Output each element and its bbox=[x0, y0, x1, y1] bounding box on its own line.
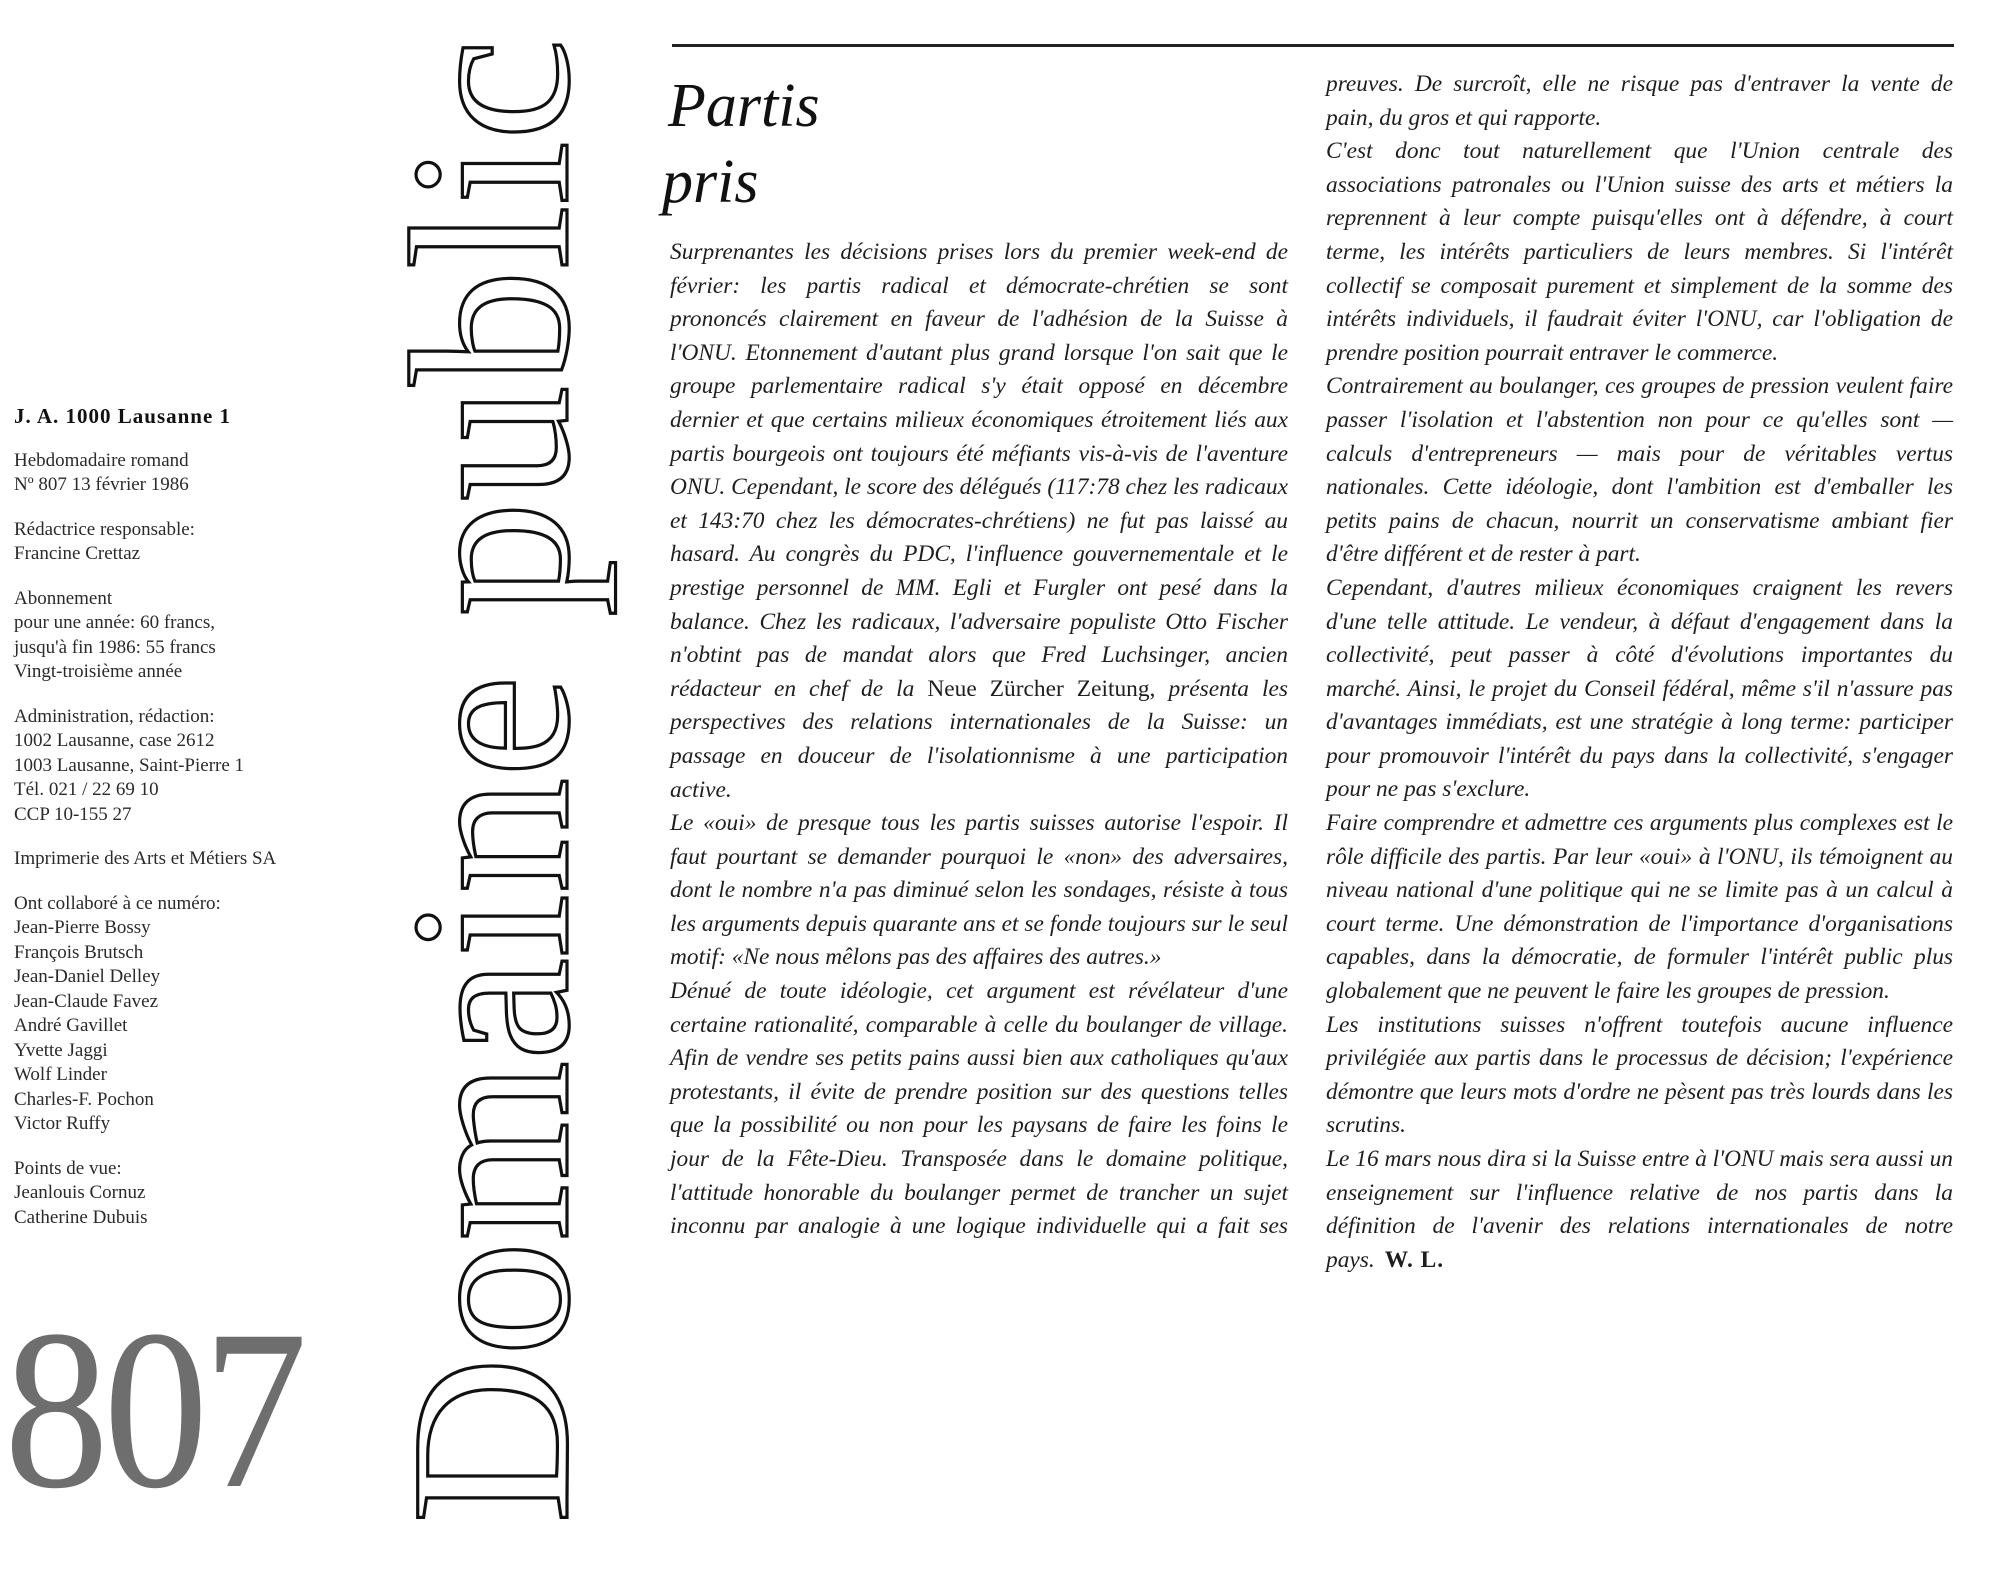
paragraph-text: Le 16 mars nous dira si la Suisse entre à l'ONU mais sera aussi un enseignement sur l'influence relative de nos partis dans la définition de l'avenir des relations internationales de notre pays. bbox=[1326, 1146, 1953, 1273]
contributor-name: Wolf Linder bbox=[14, 1064, 107, 1085]
imprint-line: Nº 807 13 février 1986 bbox=[14, 474, 189, 495]
paragraph: Le «oui» de presque tous les partis suisses autorise l'espoir. Il faut pourtant se demander pourquoi le «non» des adversaires, dont le nombre n'a pas diminué selon les sondages, résiste à tous les arguments depuis quarante ans et se fonde toujours sur le seul motif: «Ne nous mêlons pas des affaires des autres.» bbox=[670, 810, 1288, 971]
contributor-name: Charles-F. Pochon bbox=[14, 1088, 154, 1110]
contributor-name: Victor Ruffy bbox=[14, 1113, 111, 1134]
paragraph: Contrairement au boulanger, ces groupes de pression veulent faire passer l'isolation et l'abstention non pour ce qu'elles sont — calculs d'entrepreneurs — mais pour de véritables vertus nationales. Cette idéologie, dont l'ambition est d'emballer les petits pains de chacun, nourrit un conservatisme ambiant fier d'être différent et de rester à part. bbox=[1326, 373, 1953, 568]
paragraph: C'est donc tout naturellement que l'Union centrale des associations patronales ou l'Union suisse des arts et métiers la reprennent à leur compte puisqu'elles ont à défendre, à court terme, les intérêts particuliers de leurs membres. Si l'intérêt collectif se composait purement et simplement de la somme des intérêts individuels, il faudrait éviter l'ONU, car l'obligation de prendre position pourrait entraver le commerce. bbox=[1326, 138, 1953, 366]
imprint-sidebar bbox=[14, 404, 334, 1250]
paragraph bbox=[670, 236, 1288, 807]
imprint-block-editor bbox=[14, 518, 334, 567]
article-column-1 bbox=[670, 236, 1288, 1277]
imprint-line: Abonnement bbox=[14, 587, 113, 609]
imprint-block-publication bbox=[14, 449, 334, 498]
contributor-name: Yvette Jaggi bbox=[14, 1039, 108, 1061]
article-title bbox=[662, 68, 820, 220]
imprint-line: Administration, rédaction: bbox=[14, 705, 215, 727]
article-title-line: pris bbox=[662, 148, 759, 216]
postal-mark: J. A. 1000 Lausanne 1 bbox=[14, 404, 232, 428]
article-column-2 bbox=[1326, 68, 1953, 1277]
imprint-block-subscription bbox=[14, 587, 334, 685]
imprint-block-contributors bbox=[14, 892, 334, 1137]
paragraph: Dénué de toute idéologie, cet argument est révélateur d'une certaine rationalité, comparable à celle du boulanger de village. Afin de vendre ses petits pains aussi bien aux catholiques qu'aux protestants, il évite de prendre position sur des questions telles que la possibilité ou non pour les paysans de faire les foins le jour de la Fête-Dieu. Transposée dans le domaine politique, l'attitude honorable du boulanger permet de trancher un sujet inconnu par analogie à une logique individuelle qui a fait ses bbox=[670, 978, 1288, 1240]
top-rule bbox=[672, 44, 1954, 47]
contributor-name: Jean-Daniel Delley bbox=[14, 966, 161, 987]
newspaper-name: Neue Zürcher Zeitung, bbox=[927, 675, 1156, 702]
masthead-logo bbox=[365, 36, 617, 1526]
imprint-line: 1003 Lausanne, Saint-Pierre 1 bbox=[14, 754, 245, 776]
imprint-line: pour une année: 60 francs, bbox=[14, 612, 216, 633]
imprint-block-printer bbox=[14, 847, 334, 872]
contributor-name: André Gavillet bbox=[14, 1015, 128, 1036]
paragraph bbox=[1326, 1143, 1953, 1277]
contributor-name: Catherine Dubuis bbox=[14, 1206, 148, 1228]
paragraph: Les institutions suisses n'offrent toutefois aucune influence privilégiée aux partis dans le processus de décision; l'expérience démontre que leurs mots d'ordre ne pèsent pas très lourds dans les scrutins. bbox=[1326, 1011, 1953, 1139]
imprint-line: Vingt-troisième année bbox=[14, 661, 183, 682]
paragraph: Faire comprendre et admettre ces arguments plus complexes est le rôle difficile des partis. Par leur «oui» à l'ONU, ils témoignent au niveau national d'une politique qui ne se limite pas à un calcul à court terme. Une démonstration de l'importance d'organisations capables, dans la démocratie, de formuler l'intérêt public plus globalement que ne peuvent le faire les groupes de pression. bbox=[1326, 810, 1953, 1005]
imprint-block-administration bbox=[14, 705, 334, 828]
masthead-title: Domaine public bbox=[365, 61, 617, 1524]
imprint-line: Imprimerie des Arts et Métiers SA bbox=[14, 848, 277, 869]
imprint-line: Hebdomadaire romand bbox=[14, 449, 189, 471]
imprint-line: Ont collaboré à ce numéro: bbox=[14, 892, 221, 914]
contributor-name: Jean-Pierre Bossy bbox=[14, 917, 151, 938]
masthead-logo-svg bbox=[365, 36, 617, 1526]
issue-number: 807 bbox=[4, 1284, 303, 1536]
article-title-line: Partis bbox=[668, 72, 820, 140]
imprint-line: Francine Crettaz bbox=[14, 543, 141, 564]
imprint-line: jusqu'à fin 1986: 55 francs bbox=[14, 636, 216, 658]
contributor-name: Jeanlouis Cornuz bbox=[14, 1182, 146, 1203]
author-signature: W. L. bbox=[1384, 1246, 1445, 1273]
imprint-block-viewpoints bbox=[14, 1157, 334, 1231]
contributor-name: François Brutsch bbox=[14, 941, 144, 963]
paragraph-text: présenta les perspectives des relations internationales de la Suisse: un passage en douceur de l'isolationnisme à une participation active. bbox=[670, 675, 1288, 803]
paragraph-text: Surprenantes les décisions prises lors du premier week-end de février: les partis radical et démocrate-chrétien se sont prononcés clairement en faveur de l'adhésion de la Suisse à l'ONU. Etonnement d'autant plus grand lorsque l'on sait que le groupe parlementaire radical s'y était opposé en décembre dernier et que certains milieux économiques étroitement liés aux partis bourgeois ont toujours été méfiants vis-à-vis de l'aventure ONU. Cependant, le score des délégués (117:78 chez les radicaux et 143:70 chez les démocrates-chrétiens) ne fut pas laissé au hasard. Au congrès du PDC, l'influence gouvernementale et le prestige personnel de MM. Egli et Furgler ont pesé dans la balance. Chez les radicaux, l'adversaire populiste Otto Fischer n'obtint pas de mandat alors que Fred Luchsinger, ancien rédacteur en chef de la bbox=[670, 239, 1288, 702]
imprint-line: Tél. 021 / 22 69 10 bbox=[14, 779, 159, 800]
contributor-name: Jean-Claude Favez bbox=[14, 990, 159, 1012]
imprint-line: 1002 Lausanne, case 2612 bbox=[14, 730, 215, 751]
paragraph: preuves. De surcroît, elle ne risque pas d'entraver la vente de pain, du gros et qui rapporte. bbox=[1326, 71, 1953, 131]
imprint-line: Rédactrice responsable: bbox=[14, 518, 195, 540]
paragraph: Cependant, d'autres milieux économiques craignent les revers d'une telle attitude. Le vendeur, à défaut d'engagement dans la collectivité, peut passer à côté d'évolutions importantes du marché. Ainsi, le projet du Conseil fédéral, même s'il n'assure pas d'avantages immédiats, est une stratégie à long terme: participer pour promouvoir l'intérêt du pays dans la collectivité, s'engager pour ne pas s'exclure. bbox=[1326, 574, 1953, 803]
imprint-line: Points de vue: bbox=[14, 1157, 122, 1179]
imprint-line: CCP 10-155 27 bbox=[14, 803, 132, 825]
